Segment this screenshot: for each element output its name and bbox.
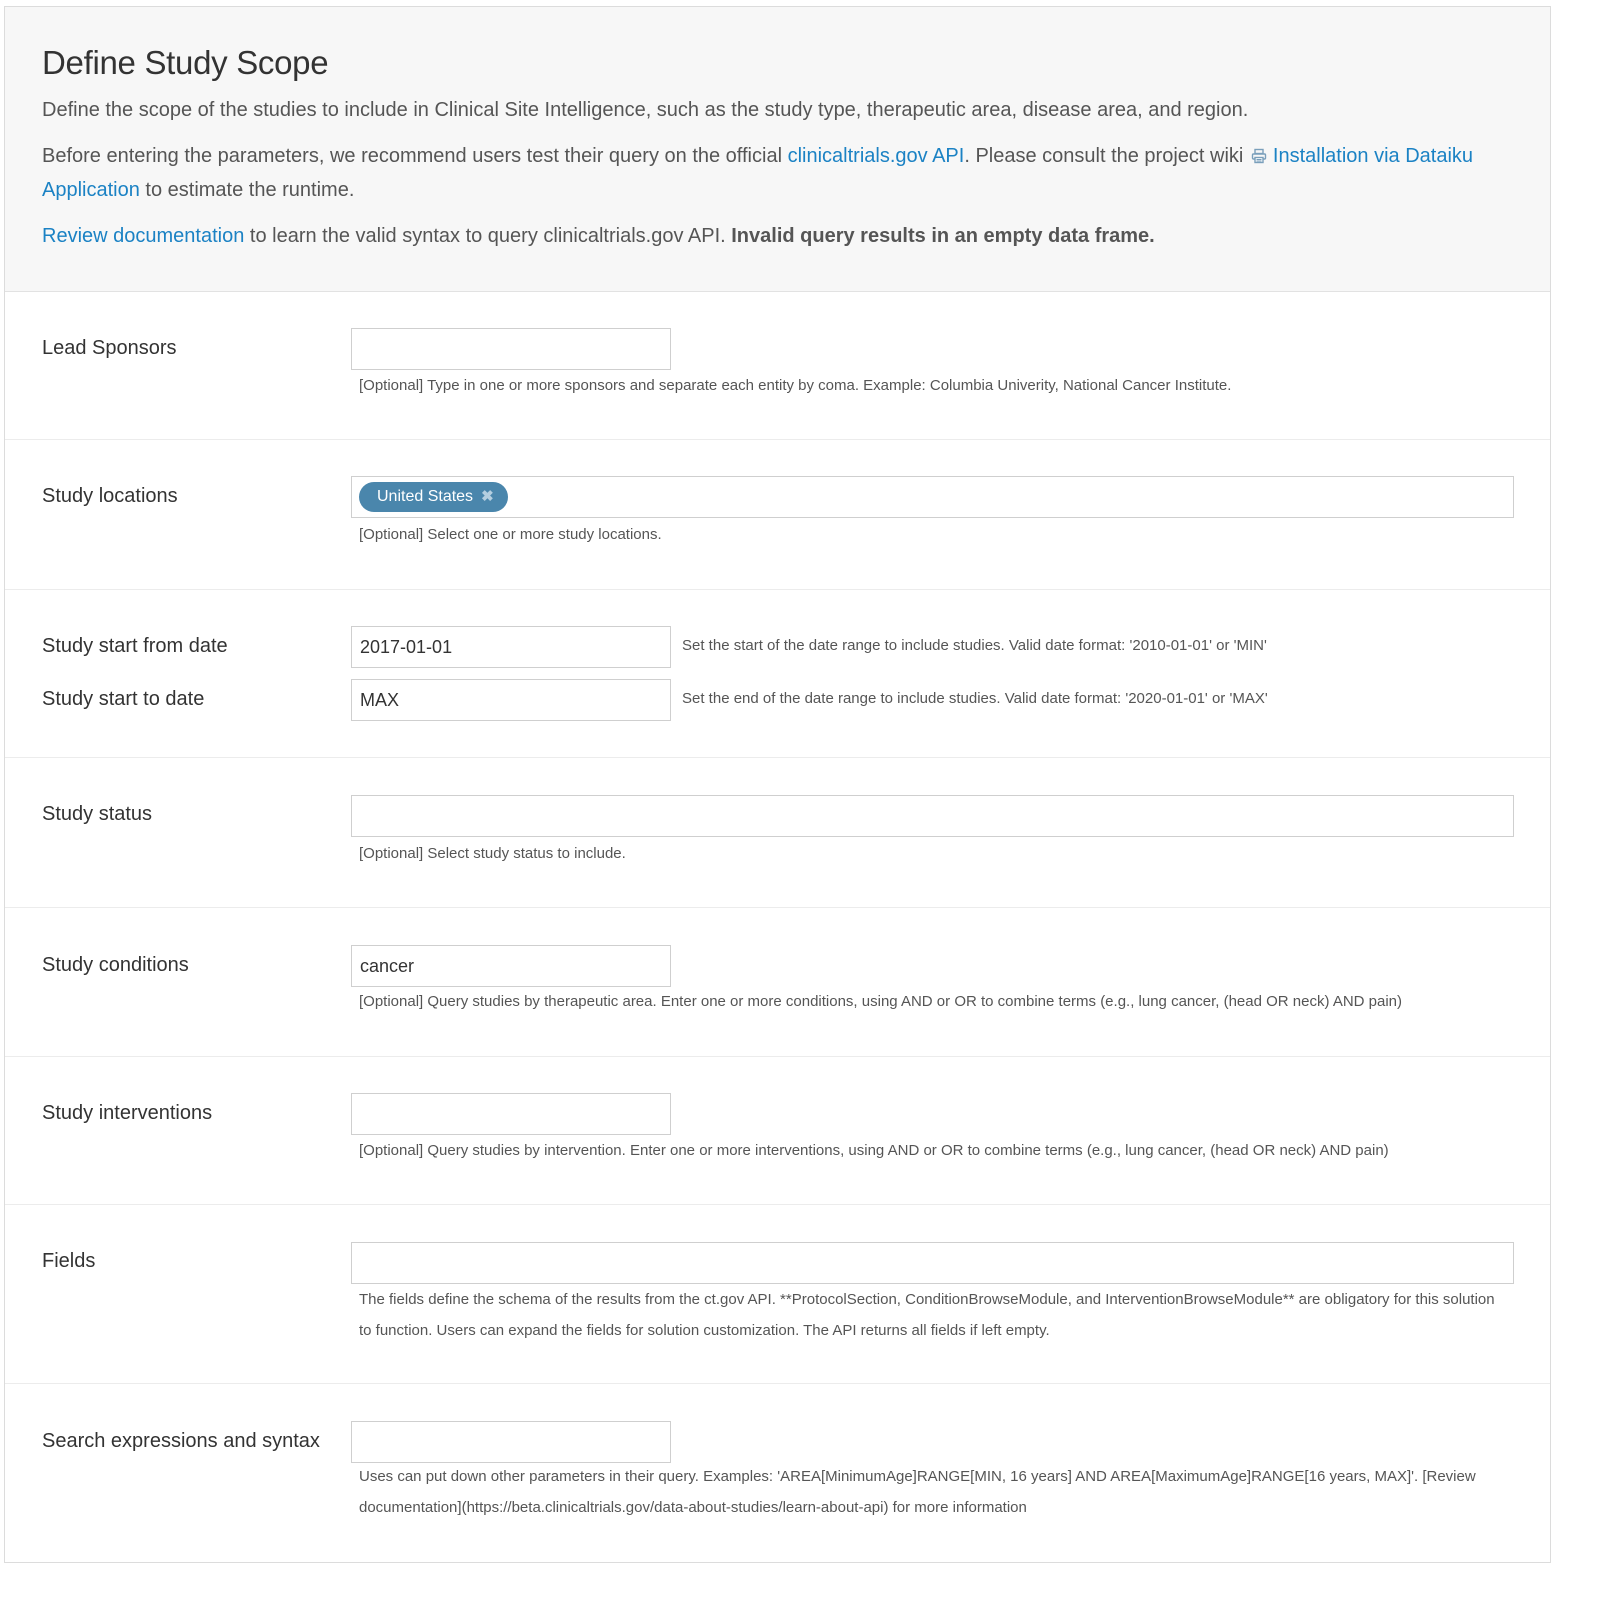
lead-sponsors-input[interactable] <box>351 328 671 370</box>
review-documentation-link[interactable]: Review documentation <box>42 225 245 247</box>
study-status-help: [Optional] Select study status to include. <box>359 845 626 862</box>
page-title: Define Study Scope <box>42 44 329 81</box>
study-interventions-section <box>5 1057 1550 1205</box>
lead-sponsors-label: Lead Sponsors <box>42 337 177 359</box>
study-locations-section <box>5 440 1550 590</box>
invalid-query-warning: Invalid query results in an empty data frame. <box>731 225 1155 247</box>
printer-icon <box>1251 148 1267 164</box>
study-interventions-input[interactable] <box>351 1093 671 1135</box>
fields-label: Fields <box>42 1250 96 1272</box>
start-to-label: Study start to date <box>42 688 205 710</box>
recommendation-suffix: to estimate the runtime. <box>139 179 355 201</box>
study-locations-label: Study locations <box>42 485 178 507</box>
study-dates-section <box>5 590 1550 758</box>
start-from-label: Study start from date <box>42 635 228 657</box>
documentation-text <box>42 219 1513 253</box>
study-scope-panel <box>4 6 1551 1563</box>
close-icon[interactable]: ✖ <box>481 488 494 505</box>
recommendation-prefix: Before entering the parameters, we recommend users test their query on the official <box>42 145 788 167</box>
start-to-help: Set the end of the date range to include studies. Valid date format: '2020-01-01' or 'MAX' <box>682 690 1268 707</box>
lead-sponsors-help: [Optional] Type in one or more sponsors and separate each entity by coma. Example: Columbia Univerity, National Cancer Institute. <box>359 377 1232 394</box>
page-description: Define the scope of the studies to include in Clinical Site Intelligence, such as the study type, therapeutic area, disease area, and region. <box>42 99 1249 121</box>
study-status-multiselect[interactable] <box>351 795 1514 837</box>
study-conditions-input[interactable] <box>351 945 671 987</box>
start-to-date-input[interactable] <box>351 679 671 721</box>
study-locations-help: [Optional] Select one or more study locations. <box>359 526 662 543</box>
start-from-help: Set the start of the date range to include studies. Valid date format: '2010-01-01' or 'MIN' <box>682 637 1267 654</box>
study-conditions-label: Study conditions <box>42 954 189 976</box>
study-interventions-help: [Optional] Query studies by intervention. Enter one or more interventions, using AND or OR to combine terms (e.g., lung cancer, (head OR neck) AND pain) <box>359 1142 1389 1159</box>
fields-help-line1: The fields define the schema of the results from the ct.gov API. **ProtocolSection, ConditionBrowseModule, and InterventionBrowseModule** are obligatory for this solution <box>359 1291 1495 1308</box>
search-expressions-label: Search expressions and syntax <box>42 1430 320 1452</box>
search-expressions-input[interactable] <box>351 1421 671 1463</box>
study-conditions-section <box>5 908 1550 1057</box>
location-tag-united-states <box>359 482 508 512</box>
fields-multiselect[interactable] <box>351 1242 1514 1284</box>
recommendation-middle: . Please consult the project wiki <box>964 145 1249 167</box>
clinicaltrials-api-link[interactable]: clinicaltrials.gov API <box>787 145 965 167</box>
search-expressions-help-line2: documentation](https://beta.clinicaltrials.gov/data-about-studies/learn-about-api) for more information <box>359 1499 1027 1516</box>
fields-help-line2: to function. Users can expand the fields for solution customization. The API returns all fields if left empty. <box>359 1322 1050 1339</box>
recommendation-text <box>42 139 1513 207</box>
study-locations-multiselect[interactable] <box>351 476 1514 518</box>
study-interventions-label: Study interventions <box>42 1102 213 1124</box>
study-status-section <box>5 758 1550 908</box>
search-expressions-help-line1: Uses can put down other parameters in their query. Examples: 'AREA[MinimumAge]RANGE[MIN, 16 years] AND AREA[MaximumAge]RANGE[16 years, MAX]'. [Review <box>359 1468 1476 1485</box>
search-expressions-section <box>5 1384 1550 1564</box>
study-status-label: Study status <box>42 803 153 825</box>
location-tag-label: United States <box>377 488 474 505</box>
study-conditions-help: [Optional] Query studies by therapeutic area. Enter one or more conditions, using AND or OR to combine terms (e.g., lung cancer, (head OR neck) AND pain) <box>359 993 1403 1010</box>
page-header <box>5 7 1550 292</box>
lead-sponsors-section <box>5 292 1550 440</box>
installation-wiki-link[interactable]: Installation via Dataiku Application <box>42 145 1474 201</box>
documentation-text-body: to learn the valid syntax to query clinicaltrials.gov API. <box>244 225 732 247</box>
start-from-date-input[interactable] <box>351 626 671 668</box>
fields-section <box>5 1205 1550 1384</box>
